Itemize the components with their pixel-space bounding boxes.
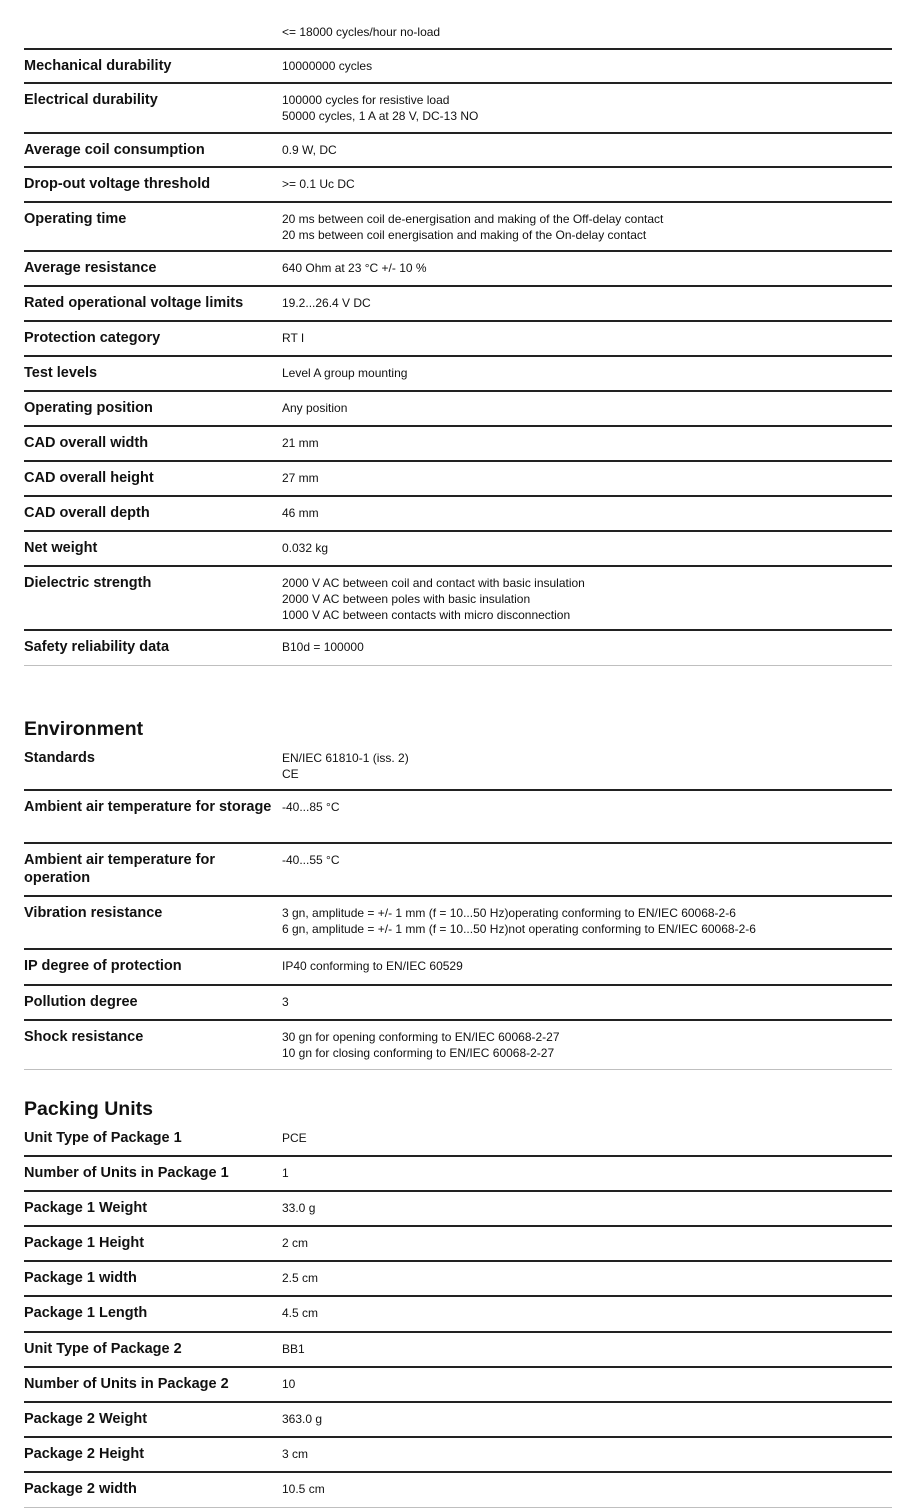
spec-value <box>282 567 892 629</box>
spec-value-line: 640 Ohm at 23 °C +/- 10 % <box>282 261 427 275</box>
spec-value-line: 100000 cycles for resistive load <box>282 93 450 107</box>
spec-value-line: 10.5 cm <box>282 1482 325 1496</box>
spec-label: Mechanical durability <box>24 58 172 74</box>
spec-value <box>282 532 892 565</box>
spec-row <box>24 631 892 666</box>
spec-sections <box>24 50 892 1508</box>
spec-label: IP degree of protection <box>24 958 182 974</box>
spec-value <box>282 462 892 495</box>
spec-label: Vibration resistance <box>24 905 163 921</box>
spec-value <box>282 392 892 425</box>
spec-row <box>24 50 892 84</box>
spec-row <box>24 497 892 532</box>
spec-label: Package 1 Height <box>24 1235 145 1251</box>
spec-row <box>24 1368 892 1403</box>
spec-value <box>282 1297 892 1331</box>
spec-label: Package 2 width <box>24 1481 137 1497</box>
spec-value <box>282 50 892 82</box>
spec-row <box>24 1122 892 1157</box>
spec-value <box>282 844 892 895</box>
spec-row <box>24 567 892 631</box>
spec-label: Electrical durability <box>24 92 158 108</box>
spec-value-line: -40...55 °C <box>282 853 340 867</box>
spec-row <box>24 1227 892 1262</box>
spec-value-line: Level A group mounting <box>282 366 408 380</box>
spec-label: Net weight <box>24 540 98 556</box>
spec-value-line: 30 gn for opening conforming to EN/IEC 60068-2-27 <box>282 1030 560 1044</box>
spec-value <box>282 287 892 320</box>
spec-value-line: >= 0.1 Uc DC <box>282 177 355 191</box>
spec-label: Safety reliability data <box>24 639 170 655</box>
spec-row <box>24 252 892 287</box>
spec-value <box>282 1368 892 1401</box>
spec-value-line: 2 cm <box>282 1236 309 1250</box>
spec-label: Ambient air temperature for operation <box>24 852 215 886</box>
spec-value-line: 363.0 g <box>282 1412 323 1426</box>
spec-value-line: 1 <box>282 1166 289 1180</box>
spec-row <box>24 168 892 203</box>
spec-row <box>24 742 892 791</box>
spec-label: Rated operational voltage limits <box>24 295 244 311</box>
spec-row <box>24 462 892 497</box>
section-title: Packing Units <box>24 1098 153 1120</box>
spec-value <box>282 1021 892 1069</box>
spec-value <box>282 791 892 842</box>
spec-value-line: 1000 V AC between contacts with micro disconnection <box>282 608 571 622</box>
spec-label: Shock resistance <box>24 1029 144 1045</box>
spec-row <box>24 84 892 134</box>
spec-value <box>282 1192 892 1225</box>
spec-label: Average resistance <box>24 260 157 276</box>
spec-row <box>24 392 892 427</box>
spec-row <box>24 203 892 252</box>
spec-row <box>24 427 892 462</box>
spec-value-line: CE <box>282 767 299 781</box>
spec-value-line: B10d = 100000 <box>282 640 364 654</box>
spec-row <box>24 532 892 567</box>
spec-label: Ambient air temperature for storage <box>24 799 272 815</box>
spec-value-line: 0.9 W, DC <box>282 143 337 157</box>
spec-value-line: 20 ms between coil energisation and making of the On-delay contact <box>282 228 647 242</box>
spec-label: Package 1 Length <box>24 1305 148 1321</box>
spec-row <box>24 134 892 168</box>
spec-value <box>282 1403 892 1436</box>
spec-value-line: 33.0 g <box>282 1201 316 1215</box>
spec-row <box>24 1262 892 1297</box>
spec-value <box>282 950 892 984</box>
spec-label: Dielectric strength <box>24 575 152 591</box>
spec-label: Unit Type of Package 1 <box>24 1130 182 1146</box>
spec-value <box>282 168 892 201</box>
spec-value <box>282 986 892 1019</box>
spec-row <box>24 1021 892 1070</box>
spec-value-line: 10000000 cycles <box>282 59 373 73</box>
spec-label: Standards <box>24 750 95 766</box>
spec-row <box>24 1438 892 1473</box>
spec-value <box>282 0 892 48</box>
spec-value-line: 50000 cycles, 1 A at 28 V, DC-13 NO <box>282 109 479 123</box>
spec-row <box>24 1192 892 1227</box>
spec-label: Pollution degree <box>24 994 138 1010</box>
spec-value-line: Any position <box>282 401 348 415</box>
spec-value <box>282 357 892 390</box>
spec-label: Drop-out voltage threshold <box>24 176 211 192</box>
spec-value-line: <= 18000 cycles/hour no-load <box>282 25 441 39</box>
spec-value-line: 27 mm <box>282 471 319 485</box>
spec-value-line: -40...85 °C <box>282 800 340 814</box>
spec-label: Number of Units in Package 1 <box>24 1165 229 1181</box>
spec-row <box>24 1473 892 1508</box>
spec-value <box>282 427 892 460</box>
spec-label: Operating position <box>24 400 153 416</box>
spec-value-line: BB1 <box>282 1342 305 1356</box>
spec-label: Operating time <box>24 211 127 227</box>
section-header <box>24 1070 892 1122</box>
spec-value-line: 10 gn for closing conforming to EN/IEC 60068-2-27 <box>282 1046 555 1060</box>
spec-value-line: 0.032 kg <box>282 541 329 555</box>
spec-value-line: EN/IEC 61810-1 (iss. 2) <box>282 751 409 765</box>
spec-value-line: 21 mm <box>282 436 319 450</box>
spec-row <box>24 1333 892 1368</box>
spec-value-line: 20 ms between coil de-energisation and making of the Off-delay contact <box>282 212 664 226</box>
spec-row <box>24 897 892 950</box>
spec-label: Unit Type of Package 2 <box>24 1341 182 1357</box>
spec-label: Average coil consumption <box>24 142 205 158</box>
spec-label: CAD overall width <box>24 435 149 451</box>
spec-value <box>282 1227 892 1260</box>
spec-value <box>282 1333 892 1366</box>
spec-row <box>24 950 892 986</box>
spec-value-line: 19.2...26.4 V DC <box>282 296 371 310</box>
spec-value <box>282 1122 892 1155</box>
section-header <box>24 666 892 742</box>
spec-value <box>282 1262 892 1295</box>
spec-row <box>24 844 892 897</box>
spec-value-line: IP40 conforming to EN/IEC 60529 <box>282 959 463 973</box>
spec-label: Number of Units in Package 2 <box>24 1376 229 1392</box>
spec-value-line: 46 mm <box>282 506 319 520</box>
spec-value <box>282 897 892 948</box>
spec-row <box>24 287 892 322</box>
spec-value <box>282 742 892 789</box>
spec-label: Package 1 Weight <box>24 1200 148 1216</box>
spec-value-line: 4.5 cm <box>282 1306 319 1320</box>
spec-value <box>282 1438 892 1471</box>
spec-label: Test levels <box>24 365 98 381</box>
spec-value <box>282 84 892 132</box>
spec-value-line: 2000 V AC between poles with basic insulation <box>282 592 531 606</box>
spec-label: Package 2 Height <box>24 1446 145 1462</box>
spec-value <box>282 1157 892 1190</box>
spec-label: Package 1 width <box>24 1270 137 1286</box>
spec-label: Package 2 Weight <box>24 1411 148 1427</box>
section-title: Environment <box>24 718 144 740</box>
spec-value-line: 2000 V AC between coil and contact with basic insulation <box>282 576 585 590</box>
spec-row <box>24 357 892 392</box>
spec-value-line: 3 cm <box>282 1447 309 1461</box>
spec-row <box>24 791 892 844</box>
spec-row <box>24 986 892 1021</box>
spec-value-line: 2.5 cm <box>282 1271 319 1285</box>
spec-sheet <box>24 0 892 1508</box>
spec-row-continued <box>24 0 892 50</box>
spec-value <box>282 203 892 250</box>
spec-value <box>282 134 892 166</box>
spec-value-line: RT I <box>282 331 305 345</box>
spec-row <box>24 322 892 357</box>
spec-value <box>282 497 892 530</box>
spec-value <box>282 322 892 355</box>
spec-value-line: 10 <box>282 1377 296 1391</box>
spec-label: CAD overall height <box>24 470 154 486</box>
spec-value-line: 6 gn, amplitude = +/- 1 mm (f = 10...50 Hz)not operating conforming to EN/IEC 60068-2-6 <box>282 922 756 936</box>
spec-value <box>282 631 892 665</box>
spec-label: CAD overall depth <box>24 505 150 521</box>
spec-row <box>24 1403 892 1438</box>
spec-value <box>282 252 892 285</box>
spec-value-line: 3 <box>282 995 289 1009</box>
spec-row <box>24 1157 892 1192</box>
spec-value-line: 3 gn, amplitude = +/- 1 mm (f = 10...50 Hz)operating conforming to EN/IEC 60068-2-6 <box>282 906 736 920</box>
spec-label: Protection category <box>24 330 161 346</box>
spec-value-line: PCE <box>282 1131 307 1145</box>
spec-label <box>24 0 282 48</box>
spec-row <box>24 1297 892 1333</box>
